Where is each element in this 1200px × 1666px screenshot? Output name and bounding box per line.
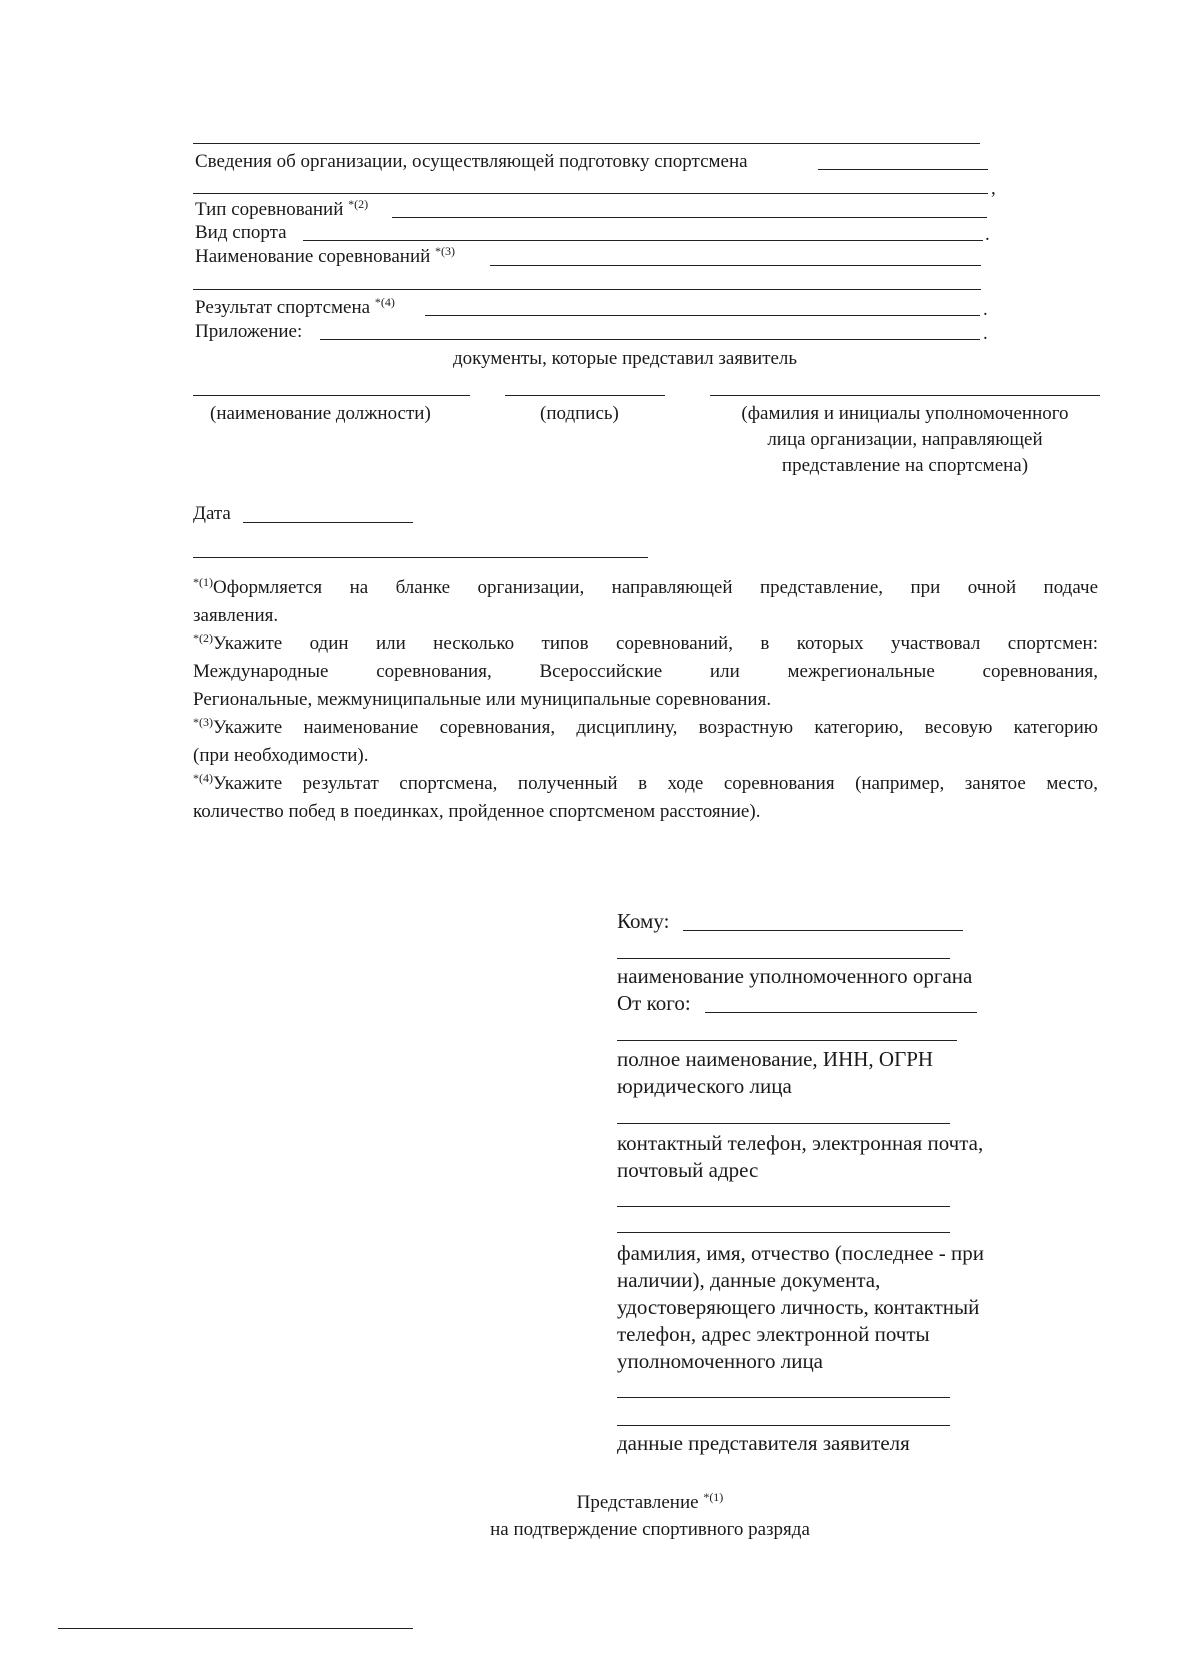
document-title-line-2: на подтверждение спортивного разряда [490,1519,810,1540]
contact-field[interactable] [617,1123,950,1124]
footnote-3-cont: (при необходимости). [193,745,369,766]
name-caption [700,403,1110,481]
date-label: Дата [193,503,231,524]
footnote-4-mark: *(4) [193,771,213,785]
person-caption-line-4: телефон, адрес электронной почты [617,1322,930,1346]
top-rule [193,143,980,144]
name-caption-line-2: лица организации, направляющей [767,429,1043,450]
to-caption: наименование уполномоченного органа [617,964,973,988]
from-caption-line-1: полное наименование, ИНН, ОГРН [617,1047,934,1071]
signature-field[interactable] [505,395,665,396]
rep-field-continued[interactable] [617,1425,950,1426]
contact-caption-line-1: контактный телефон, электронная почта, [617,1131,984,1155]
comp-name-field[interactable] [490,265,981,266]
from-label: От кого: [617,991,691,1015]
footnote-4 [193,770,1098,798]
comp-type-label [195,199,368,221]
footnote-3-mark: *(3) [193,715,213,729]
footnote-1-cont: заявления. [193,605,279,626]
document-title [440,1489,860,1543]
footnote-1 [193,574,1098,602]
contact-caption [617,1130,983,1184]
comp-type-note: *(2) [348,197,369,211]
person-caption [617,1240,984,1375]
person-field[interactable] [617,1206,950,1207]
rep-caption: данные представителя заявителя [617,1431,910,1455]
attachment-end: . [983,323,988,344]
from-field[interactable] [705,1012,977,1013]
attachment-label: Приложение: [195,321,303,342]
org-info-field-continued[interactable] [193,193,988,194]
footnote-separator [193,557,648,558]
result-field[interactable] [425,315,980,316]
name-field[interactable] [710,395,1100,396]
from-caption [617,1046,933,1100]
result-note: *(4) [374,295,395,309]
from-caption-line-2: юридического лица [617,1074,792,1098]
comp-type-field[interactable] [392,217,987,218]
footnote-4-cont: количество побед в поединках, пройденное спортсменом расстояние). [193,801,761,822]
to-field[interactable] [683,930,963,931]
position-field[interactable] [193,395,470,396]
comp-name-text: Наименование соревнований [195,246,431,267]
footnote-2 [193,630,1098,658]
person-field-continued[interactable] [617,1232,950,1233]
to-field-continued[interactable] [617,958,950,959]
comp-name-note: *(3) [435,244,456,258]
attachment-caption: документы, которые представил заявитель [453,348,798,369]
org-info-comma: , [991,178,996,199]
footnotes [193,574,1098,826]
sport-end: . [985,224,990,245]
document-title-text: Представление [576,1492,699,1513]
footnote-2-mark: *(2) [193,631,213,645]
result-text: Результат спортсмена [195,297,371,318]
rep-field[interactable] [617,1397,950,1398]
footnote-1-text: Оформляется на бланке организации, направляющей представление, при очной подаче [213,577,1098,598]
person-caption-line-3: удостоверяющего личность, контактный [617,1295,980,1319]
footnote-3 [193,714,1098,742]
org-info-label: Сведения об организации, осуществляющей подготовку спортсмена [195,151,748,172]
result-end: . [983,299,988,320]
attachment-field[interactable] [320,339,980,340]
org-info-field[interactable] [818,169,988,170]
bottom-rule [58,1628,413,1629]
from-field-continued[interactable] [617,1040,957,1041]
footnote-2-text: Укажите один или несколько типов соревнований, в которых участвовал спортсмен: [213,633,1098,654]
result-label [195,297,395,319]
document-title-note: *(1) [703,1490,724,1504]
document-title-line-1 [440,1489,860,1516]
person-caption-line-2: наличии), данные документа, [617,1268,881,1292]
sport-label: Вид спорта [195,222,287,243]
person-caption-line-5: уполномоченного лица [617,1349,824,1373]
position-caption: (наименование должности) [210,403,431,424]
comp-name-field-continued[interactable] [193,289,981,290]
to-label: Кому: [617,909,670,933]
name-caption-line-1: (фамилия и инициалы уполномоченного [741,403,1069,424]
footnote-4-text: Укажите результат спортсмена, полученный в ходе соревнования (например, занятое место, [213,773,1098,794]
comp-name-label [195,246,455,268]
date-field[interactable] [243,522,413,523]
person-caption-line-1: фамилия, имя, отчество (последнее - при [617,1241,984,1265]
name-caption-line-3: представление на спортсмена) [781,455,1029,476]
comp-type-text: Тип соревнований [195,199,344,220]
footnote-2-line-2: Международные соревнования, Всероссийские или межрегиональные соревнования, [193,661,1098,682]
footnote-3-text: Укажите наименование соревнования, дисциплину, возрастную категорию, весовую категорию [213,717,1098,738]
contact-caption-line-2: почтовый адрес [617,1158,759,1182]
footnote-2-cont: Региональные, межмуниципальные или муниципальные соревнования. [193,689,772,710]
signature-caption: (подпись) [540,403,619,424]
footnote-1-mark: *(1) [193,575,213,589]
sport-field[interactable] [303,240,983,241]
